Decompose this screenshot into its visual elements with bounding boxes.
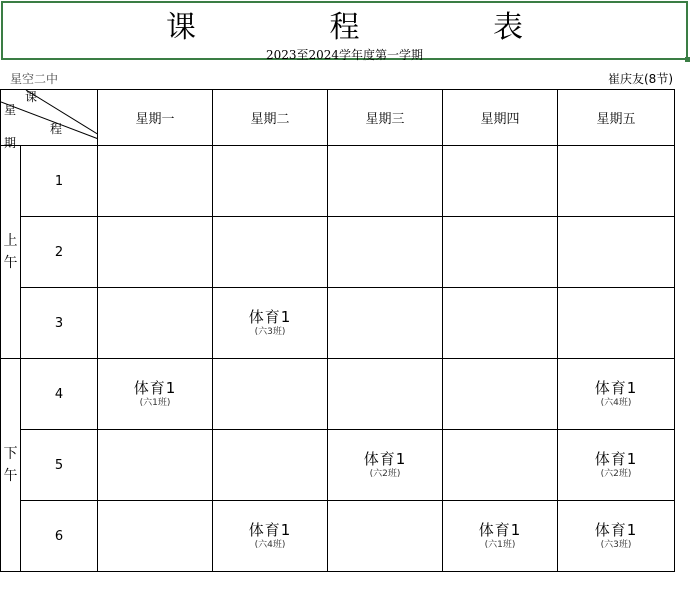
afternoon-label: 下 午 — [1, 359, 21, 572]
schedule-cell[interactable] — [213, 146, 328, 217]
course-name: 体育1 — [248, 308, 292, 326]
schedule-cell[interactable] — [98, 359, 213, 430]
period-number: 4 — [21, 359, 98, 430]
class-name: (六1班) — [484, 540, 516, 550]
page-title: 课 程 表 — [165, 10, 586, 45]
corner-cell — [1, 90, 98, 150]
day-header: 星期一 — [98, 90, 213, 146]
corner-week-label: 星 — [4, 103, 17, 117]
schedule-cell[interactable] — [98, 430, 213, 501]
course-name: 体育1 — [594, 450, 638, 468]
course-name: 体育1 — [248, 521, 292, 539]
course-name: 体育1 — [594, 379, 638, 397]
timetable — [0, 89, 675, 572]
schedule-cell[interactable] — [98, 288, 213, 359]
schedule-cell[interactable] — [328, 288, 443, 359]
schedule-cell[interactable] — [98, 217, 213, 288]
schedule-cell[interactable] — [558, 430, 675, 501]
schedule-cell[interactable] — [443, 359, 558, 430]
schedule-cell[interactable] — [213, 501, 328, 572]
schedule-cell[interactable] — [328, 359, 443, 430]
schedule-cell[interactable] — [98, 501, 213, 572]
schedule-cell[interactable] — [213, 359, 328, 430]
day-header: 星期四 — [443, 90, 558, 146]
schedule-cell[interactable] — [328, 146, 443, 217]
class-name: (六4班) — [254, 540, 286, 550]
schedule-cell[interactable] — [558, 501, 675, 572]
schedule-cell[interactable] — [558, 217, 675, 288]
day-header: 星期二 — [213, 90, 328, 146]
schedule-cell[interactable] — [558, 359, 675, 430]
course-name: 体育1 — [478, 521, 522, 539]
corner-week-label-2: 期 — [4, 136, 17, 150]
class-name: (六3班) — [254, 327, 286, 337]
corner-course-label: 课 — [25, 90, 38, 104]
period-number: 6 — [21, 501, 98, 572]
period-number: 1 — [21, 146, 98, 217]
class-name: (六2班) — [600, 469, 632, 479]
schedule-cell[interactable] — [328, 501, 443, 572]
class-name: (六2班) — [369, 469, 401, 479]
schedule-cell[interactable] — [213, 217, 328, 288]
schedule-cell[interactable] — [443, 146, 558, 217]
page-subtitle: 2023至2024学年度第一学期 — [265, 48, 424, 62]
course-name: 体育1 — [133, 379, 177, 397]
schedule-cell[interactable] — [98, 146, 213, 217]
schedule-cell[interactable] — [328, 217, 443, 288]
class-name: (六4班) — [600, 398, 632, 408]
course-name: 体育1 — [363, 450, 407, 468]
school-name: 星空二中 — [10, 72, 59, 86]
title-box[interactable] — [1, 1, 688, 60]
period-number: 2 — [21, 217, 98, 288]
corner-course-label-2: 程 — [50, 122, 63, 136]
schedule-cell[interactable] — [328, 430, 443, 501]
day-header: 星期三 — [328, 90, 443, 146]
day-header: 星期五 — [558, 90, 675, 146]
schedule-cell[interactable] — [558, 146, 675, 217]
teacher-name: 崔庆友(8节) — [608, 72, 673, 86]
period-number: 3 — [21, 288, 98, 359]
schedule-cell[interactable] — [213, 430, 328, 501]
schedule-cell[interactable] — [443, 217, 558, 288]
period-number: 5 — [21, 430, 98, 501]
course-name: 体育1 — [594, 521, 638, 539]
schedule-cell[interactable] — [213, 288, 328, 359]
schedule-cell[interactable] — [558, 288, 675, 359]
resize-handle[interactable] — [685, 57, 690, 62]
class-name: (六3班) — [600, 540, 632, 550]
schedule-cell[interactable] — [443, 288, 558, 359]
schedule-cell[interactable] — [443, 430, 558, 501]
schedule-cell[interactable] — [443, 501, 558, 572]
class-name: (六1班) — [139, 398, 171, 408]
morning-label: 上 午 — [1, 146, 21, 359]
